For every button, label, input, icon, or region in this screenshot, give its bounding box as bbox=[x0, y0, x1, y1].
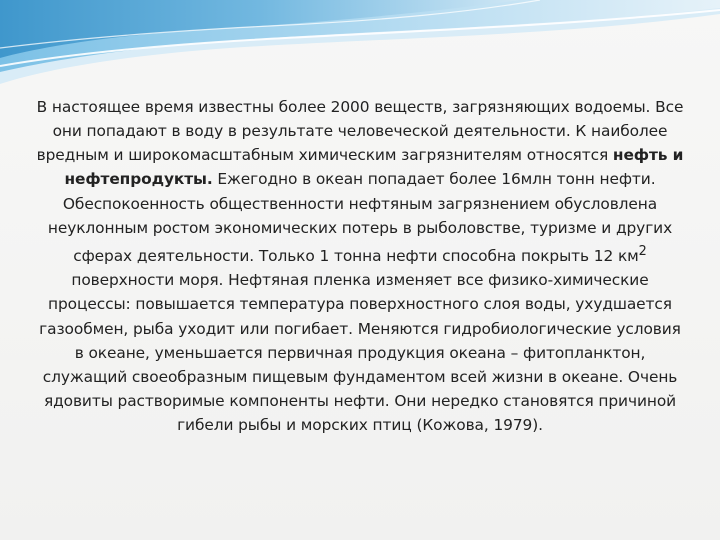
wave-header-decoration bbox=[0, 0, 720, 90]
paragraph-text-part2: Ежегодно в океан попадает более 16млн тонн нефти. Обеспокоенность общественности нефтяным загрязнением обусловлена неуклонным ростом экономических потерь в рыболовстве, туризме и других сферах деятельности. Только 1 тонна нефти способна покрыть 12 км bbox=[47, 170, 673, 266]
paragraph-text-part3: поверхности моря. Нефтяная пленка изменяет все физико-химические процессы: повышается температура поверхностного слоя воды, ухудшается газообмен, рыба уходит или погибает. Меняются гидробиологические условия в океане, уменьшается первичная продукция океана – фитопланктон, служащий своеобразным пищевым фундаментом всей жизни в океане. Очень ядовиты растворимые компоненты нефти. Они нередко становятся причиной гибели рыбы и морских птиц (Кожова, 1979). bbox=[39, 271, 681, 435]
main-paragraph bbox=[34, 95, 686, 437]
paragraph-text-part1: В настоящее время известны более 2000 веществ, загрязняющих водоемы. Все они попадают в воду в результате человеческой деятельности. К наиболее вредным и широкомасштабным химическим загрязнителям относятся bbox=[36, 98, 684, 165]
paragraph-bold-term: нефть и нефтепродукты. bbox=[64, 146, 684, 189]
paragraph-superscript: 2 bbox=[638, 243, 647, 259]
